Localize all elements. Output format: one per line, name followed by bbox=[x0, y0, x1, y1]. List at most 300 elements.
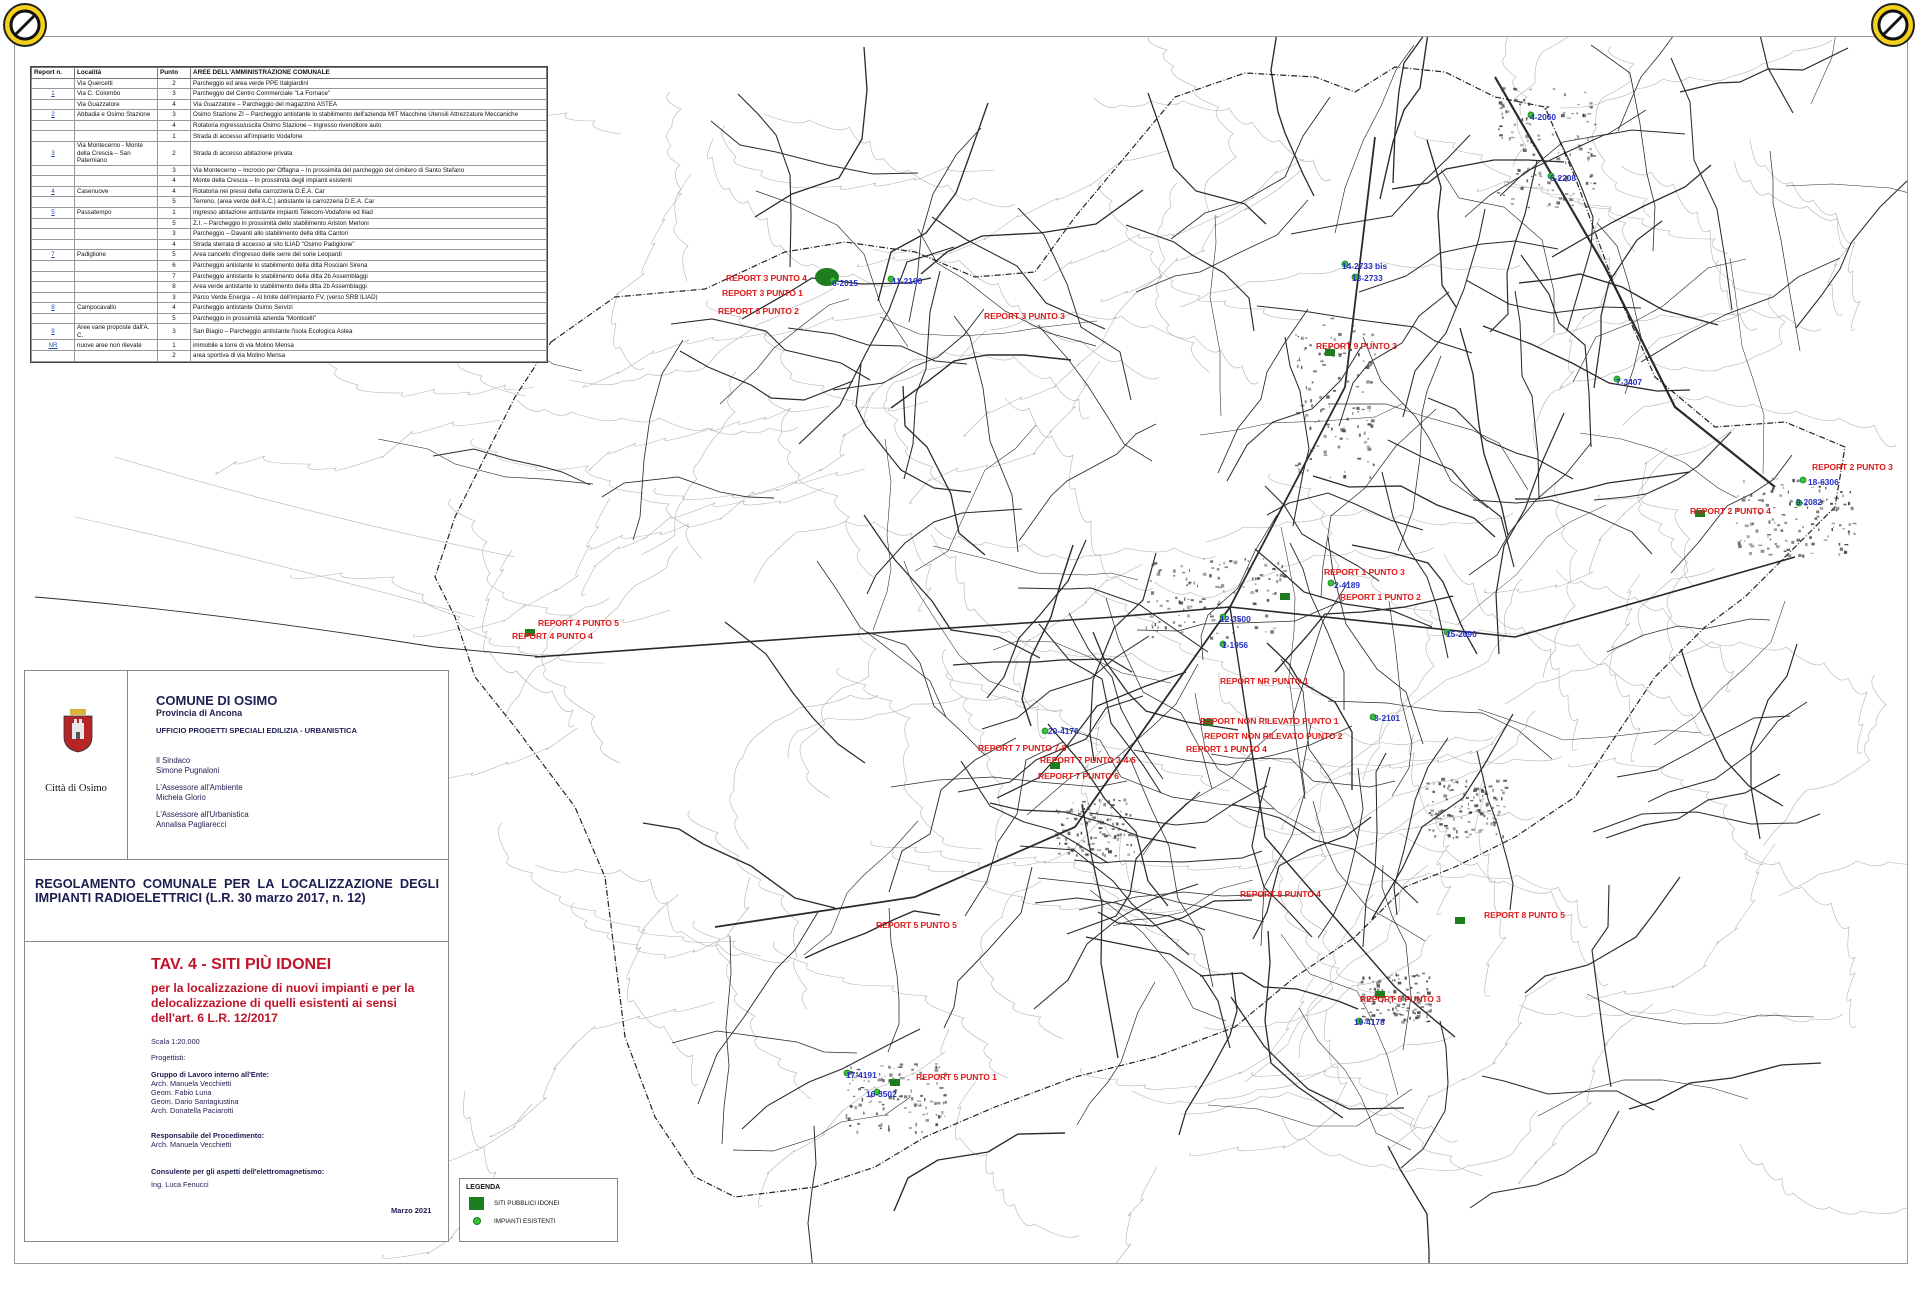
building bbox=[1324, 454, 1328, 455]
building bbox=[1593, 183, 1596, 185]
building bbox=[1556, 201, 1560, 204]
building bbox=[1577, 136, 1579, 138]
building bbox=[869, 1102, 871, 1103]
building bbox=[1187, 599, 1190, 600]
building bbox=[1586, 121, 1589, 123]
building bbox=[1773, 507, 1775, 508]
building bbox=[1468, 812, 1472, 814]
building bbox=[1453, 837, 1454, 839]
table-cell: 4 bbox=[158, 176, 191, 187]
building bbox=[1167, 608, 1170, 610]
building bbox=[910, 1089, 912, 1092]
road-line bbox=[1022, 545, 1073, 726]
no-entry-badge-icon bbox=[1870, 2, 1916, 48]
report-label: REPORT 2 PUNTO 3 bbox=[1812, 462, 1893, 472]
building bbox=[1301, 366, 1302, 369]
building bbox=[1108, 850, 1112, 853]
building bbox=[878, 1101, 882, 1103]
building bbox=[849, 1125, 851, 1127]
report-label: REPORT 3 PUNTO 1 bbox=[722, 288, 803, 298]
scale-text: Scala 1:20.000 bbox=[151, 1037, 200, 1046]
building bbox=[1055, 834, 1058, 837]
building bbox=[1282, 565, 1283, 568]
road-line bbox=[1591, 45, 1655, 251]
table-cell[interactable]: NR bbox=[32, 340, 75, 351]
road-line bbox=[1515, 291, 1539, 499]
building bbox=[1274, 592, 1276, 595]
building bbox=[1565, 161, 1566, 164]
table-cell bbox=[32, 176, 75, 187]
building bbox=[1493, 818, 1497, 820]
building bbox=[1212, 619, 1216, 621]
building bbox=[1076, 854, 1078, 856]
building bbox=[1432, 830, 1434, 832]
building bbox=[898, 1066, 902, 1068]
building bbox=[1410, 987, 1412, 989]
road-line bbox=[1681, 649, 1783, 806]
column-header: Località bbox=[75, 68, 158, 79]
building bbox=[889, 1074, 892, 1076]
road-line bbox=[987, 540, 1086, 698]
building bbox=[850, 1066, 852, 1069]
building bbox=[920, 1095, 923, 1097]
building bbox=[1297, 365, 1299, 368]
contour-line bbox=[1648, 260, 1785, 371]
building bbox=[1194, 582, 1195, 585]
building bbox=[1125, 813, 1128, 815]
building bbox=[1501, 104, 1505, 106]
table-cell[interactable]: 4 bbox=[32, 186, 75, 197]
report-label: REPORT 8 PUNTO 4 bbox=[1240, 889, 1321, 899]
table-cell[interactable]: 7 bbox=[32, 250, 75, 261]
building bbox=[1494, 823, 1496, 826]
building bbox=[1367, 420, 1368, 421]
building bbox=[1415, 983, 1418, 985]
table-header-row bbox=[32, 68, 547, 79]
building bbox=[921, 1131, 923, 1133]
report-label: REPORT 8 PUNTO 5 bbox=[1484, 910, 1565, 920]
building bbox=[1526, 179, 1528, 182]
building bbox=[1839, 525, 1842, 527]
building bbox=[1298, 463, 1301, 466]
road-line bbox=[1648, 702, 1807, 802]
building bbox=[1451, 779, 1453, 782]
road-line bbox=[1339, 292, 1449, 426]
station-label: 16-3502 bbox=[866, 1089, 897, 1099]
building bbox=[1339, 355, 1342, 358]
building bbox=[1189, 582, 1191, 584]
building bbox=[1474, 788, 1476, 790]
building bbox=[1769, 554, 1773, 556]
table-cell: Via Guazzatore bbox=[75, 99, 158, 110]
contour-line bbox=[413, 498, 610, 637]
building bbox=[1781, 529, 1784, 532]
building bbox=[1541, 156, 1544, 158]
crest-box bbox=[25, 671, 128, 859]
building bbox=[1749, 552, 1752, 555]
building bbox=[1840, 491, 1843, 493]
building bbox=[1119, 800, 1121, 801]
contour-line bbox=[1272, 846, 1407, 1005]
building bbox=[1343, 428, 1344, 430]
road-line bbox=[1671, 58, 1732, 310]
table-cell: 3 bbox=[158, 324, 191, 340]
provincia: Provincia di Ancona bbox=[156, 708, 243, 718]
building bbox=[1548, 203, 1551, 205]
building bbox=[881, 1078, 883, 1081]
building bbox=[1071, 849, 1074, 852]
building bbox=[1272, 568, 1275, 570]
building bbox=[938, 1115, 940, 1119]
building bbox=[1516, 173, 1519, 174]
building bbox=[1590, 106, 1593, 108]
building bbox=[1324, 353, 1326, 355]
building bbox=[1210, 637, 1213, 640]
contour-line bbox=[571, 877, 750, 958]
building bbox=[1070, 811, 1073, 812]
contour-line bbox=[1744, 853, 1856, 1027]
road-line bbox=[1218, 309, 1308, 473]
building bbox=[1358, 411, 1359, 413]
building bbox=[1079, 846, 1082, 849]
building bbox=[1590, 183, 1592, 184]
building bbox=[883, 1079, 885, 1082]
building bbox=[1265, 631, 1266, 632]
table-row bbox=[32, 313, 547, 324]
table-cell[interactable]: 5 bbox=[32, 207, 75, 218]
building bbox=[1107, 835, 1111, 837]
station-label: 5-2208 bbox=[1550, 173, 1577, 183]
building bbox=[1077, 833, 1079, 836]
building bbox=[922, 1114, 925, 1116]
table-row bbox=[32, 340, 547, 351]
building bbox=[1750, 523, 1753, 526]
contour-line bbox=[627, 895, 698, 1085]
table-cell[interactable]: 3 bbox=[32, 142, 75, 166]
table-cell bbox=[32, 165, 75, 176]
building bbox=[1430, 1006, 1432, 1007]
report-label: REPORT NON RILEVATO PUNTO 1 bbox=[1200, 716, 1339, 726]
building bbox=[1405, 977, 1407, 980]
building bbox=[1102, 833, 1106, 836]
building bbox=[1157, 630, 1158, 632]
building bbox=[1758, 545, 1762, 546]
building bbox=[1369, 476, 1371, 479]
building bbox=[1588, 152, 1590, 153]
building bbox=[1533, 154, 1536, 156]
building bbox=[880, 1128, 882, 1130]
building bbox=[1590, 174, 1593, 177]
report-label: REPORT 7 PUNTO 3-4-5 bbox=[1040, 755, 1136, 765]
building bbox=[1305, 347, 1307, 349]
building bbox=[1173, 570, 1176, 573]
building bbox=[1120, 833, 1122, 836]
building bbox=[1147, 601, 1150, 603]
building bbox=[1832, 528, 1834, 531]
contour-line bbox=[569, 288, 833, 385]
building bbox=[850, 1105, 853, 1108]
table-cell[interactable]: 2 bbox=[32, 110, 75, 121]
building bbox=[1393, 1012, 1395, 1015]
building bbox=[1082, 808, 1085, 810]
building bbox=[1265, 615, 1268, 618]
building bbox=[1263, 610, 1266, 611]
building bbox=[1791, 541, 1794, 544]
building bbox=[1776, 478, 1778, 479]
building bbox=[1252, 577, 1253, 580]
building bbox=[1798, 554, 1801, 557]
building bbox=[1406, 1010, 1408, 1011]
building bbox=[1296, 412, 1300, 415]
building bbox=[1326, 424, 1330, 426]
table-cell bbox=[32, 99, 75, 110]
building bbox=[1062, 830, 1066, 832]
contour-line bbox=[989, 312, 1259, 384]
building bbox=[940, 1116, 941, 1118]
sindaco-role: Il Sindaco bbox=[156, 756, 191, 765]
building bbox=[907, 1079, 910, 1080]
building bbox=[1068, 852, 1071, 855]
building bbox=[1124, 830, 1127, 832]
building bbox=[901, 1077, 905, 1079]
road-line bbox=[805, 911, 940, 958]
building bbox=[1457, 783, 1458, 785]
building bbox=[1380, 1013, 1382, 1014]
building bbox=[1081, 823, 1083, 824]
building bbox=[1798, 530, 1801, 533]
building bbox=[1309, 344, 1312, 346]
building bbox=[1202, 598, 1206, 600]
building bbox=[1811, 487, 1814, 488]
building bbox=[1074, 818, 1077, 821]
table-cell: Casenuove bbox=[75, 186, 158, 197]
road-line bbox=[1465, 110, 1646, 217]
column-header: Punto bbox=[158, 68, 191, 79]
table-row bbox=[32, 282, 547, 293]
building bbox=[1820, 507, 1823, 509]
building bbox=[1123, 798, 1126, 801]
road-line bbox=[1200, 403, 1404, 435]
table-cell: Osimo Stazione ZI – Parcheggio antistante lo stabilimento dell'azienda MIT Macchine Utensili Attrezzature Meccaniche bbox=[191, 110, 547, 121]
building bbox=[1215, 586, 1219, 588]
building bbox=[1774, 522, 1775, 523]
building bbox=[1107, 818, 1110, 821]
building bbox=[1498, 811, 1501, 814]
building bbox=[1362, 977, 1364, 980]
building bbox=[1421, 1006, 1424, 1007]
building bbox=[1361, 982, 1364, 984]
building bbox=[1594, 124, 1596, 125]
report-label: REPORT NR PUNTO 1 bbox=[1220, 676, 1309, 686]
table-cell: Rotatoria nei pressi della carrozzeria D.E.A. Car bbox=[191, 186, 547, 197]
contour-line bbox=[1324, 606, 1434, 778]
building bbox=[1338, 377, 1341, 380]
contour-line bbox=[449, 499, 670, 622]
contour-line bbox=[590, 469, 865, 549]
table-cell bbox=[32, 260, 75, 271]
building bbox=[1333, 390, 1336, 392]
table-cell: 4 bbox=[158, 303, 191, 314]
building bbox=[885, 1076, 886, 1077]
table-cell[interactable]: 8 bbox=[32, 303, 75, 314]
building bbox=[1302, 472, 1303, 475]
building bbox=[1367, 448, 1371, 451]
building bbox=[1546, 106, 1549, 108]
building bbox=[1537, 135, 1540, 137]
building bbox=[1590, 102, 1593, 104]
table-cell bbox=[32, 197, 75, 208]
building bbox=[1552, 189, 1554, 191]
building bbox=[1311, 404, 1313, 407]
station-label: 12-3500 bbox=[1220, 614, 1251, 624]
building bbox=[881, 1123, 883, 1125]
building bbox=[935, 1063, 938, 1065]
table-cell: Area cancello d'ingresso delle serre del sorie Leopardi bbox=[191, 250, 547, 261]
building bbox=[1088, 819, 1091, 822]
building bbox=[916, 1123, 917, 1127]
table-row bbox=[32, 229, 547, 240]
building bbox=[1455, 807, 1456, 808]
building bbox=[1102, 852, 1104, 855]
building bbox=[1439, 818, 1442, 820]
road-line bbox=[1019, 424, 1156, 541]
building bbox=[1117, 834, 1119, 837]
building bbox=[1186, 578, 1188, 581]
contour-line bbox=[1543, 480, 1577, 678]
building bbox=[1330, 318, 1334, 320]
building bbox=[1371, 334, 1374, 337]
building bbox=[880, 1065, 883, 1066]
building bbox=[1578, 145, 1582, 148]
building bbox=[936, 1114, 937, 1115]
building bbox=[1576, 113, 1578, 115]
building bbox=[1090, 814, 1092, 816]
building bbox=[1057, 838, 1061, 839]
table-cell: Parco Verde Energia – Al limite dell'impianto FV, (verso SRB ILIAD) bbox=[191, 292, 547, 303]
road-line bbox=[1557, 135, 1593, 331]
urbanistica-role: L'Assessore all'Urbanistica bbox=[156, 810, 249, 819]
building bbox=[1335, 436, 1336, 437]
building bbox=[1066, 811, 1068, 814]
building bbox=[1781, 484, 1784, 486]
building bbox=[1531, 176, 1533, 177]
building bbox=[1178, 625, 1181, 627]
building bbox=[1430, 810, 1434, 812]
building bbox=[1368, 365, 1372, 367]
building bbox=[1441, 778, 1445, 781]
building bbox=[1468, 803, 1469, 806]
building bbox=[1529, 123, 1531, 125]
table-cell[interactable]: 9 bbox=[32, 324, 75, 340]
road-line bbox=[1478, 709, 1701, 740]
building bbox=[941, 1111, 943, 1114]
table-cell: 3 bbox=[158, 165, 191, 176]
table-cell: 3 bbox=[158, 292, 191, 303]
building bbox=[1414, 1012, 1416, 1014]
contour-line bbox=[1282, 1111, 1537, 1171]
contour-line bbox=[1477, 181, 1728, 254]
building bbox=[1466, 797, 1469, 799]
station-label: 2-4189 bbox=[1334, 580, 1361, 590]
building bbox=[1394, 1013, 1398, 1016]
contour-line bbox=[800, 628, 876, 798]
building bbox=[885, 1114, 888, 1116]
table-row bbox=[32, 110, 547, 121]
coat-of-arms-icon bbox=[61, 707, 95, 753]
building bbox=[1273, 628, 1276, 629]
contour-line bbox=[1503, 37, 1563, 167]
contour-line bbox=[1669, 642, 1867, 753]
building bbox=[1297, 360, 1301, 362]
building bbox=[1444, 825, 1448, 827]
building bbox=[1403, 1019, 1406, 1021]
building bbox=[1310, 399, 1312, 402]
building bbox=[925, 1107, 927, 1110]
building bbox=[1313, 370, 1317, 372]
building bbox=[1099, 849, 1101, 851]
building bbox=[1490, 822, 1493, 825]
building bbox=[1128, 834, 1132, 836]
building bbox=[1461, 805, 1462, 807]
station-label: 3-2101 bbox=[1374, 713, 1401, 723]
building bbox=[1413, 1020, 1415, 1021]
building bbox=[1310, 458, 1312, 460]
building bbox=[1313, 448, 1315, 449]
contour-line bbox=[859, 352, 1089, 419]
building bbox=[1527, 168, 1530, 172]
contour-line bbox=[1586, 844, 1775, 999]
building bbox=[1740, 540, 1742, 541]
building bbox=[1503, 780, 1507, 782]
building bbox=[1563, 197, 1566, 200]
building bbox=[1255, 584, 1257, 585]
building bbox=[1487, 817, 1488, 820]
building bbox=[1816, 511, 1819, 514]
building bbox=[1556, 157, 1560, 160]
tav-title: TAV. 4 - SITI PIÙ IDONEI bbox=[151, 956, 332, 973]
building bbox=[1152, 625, 1154, 628]
table-cell[interactable]: 1 bbox=[32, 89, 75, 100]
building bbox=[1499, 125, 1503, 127]
table-cell: 5 bbox=[158, 250, 191, 261]
road-line bbox=[1519, 274, 1718, 325]
contour-line bbox=[758, 1029, 949, 1206]
building bbox=[853, 1096, 855, 1097]
contour-line bbox=[707, 139, 892, 286]
station-label: 20-4176 bbox=[1048, 726, 1079, 736]
building bbox=[1426, 1015, 1428, 1018]
building bbox=[1825, 487, 1827, 489]
contour-line bbox=[1148, 37, 1236, 212]
contour-line bbox=[722, 126, 994, 189]
building bbox=[1346, 438, 1348, 439]
building bbox=[1474, 805, 1478, 808]
building bbox=[1511, 131, 1513, 133]
report-label: REPORT 1 PUNTO 4 bbox=[1186, 744, 1267, 754]
building bbox=[879, 1073, 880, 1075]
table-cell: Terreno, (area verde dell'A.C.) antistante la carrozzeria D.E.A. Car bbox=[191, 197, 547, 208]
contour-line bbox=[1556, 570, 1734, 692]
building bbox=[1572, 205, 1574, 206]
responsabile-name: Arch. Manuela Vecchietti bbox=[151, 1140, 232, 1149]
building bbox=[1193, 621, 1196, 623]
building bbox=[1426, 1021, 1430, 1022]
building bbox=[1509, 137, 1510, 140]
road-line bbox=[1090, 553, 1156, 761]
building bbox=[1530, 89, 1532, 90]
building bbox=[1181, 565, 1183, 567]
road-line bbox=[1136, 200, 1308, 292]
